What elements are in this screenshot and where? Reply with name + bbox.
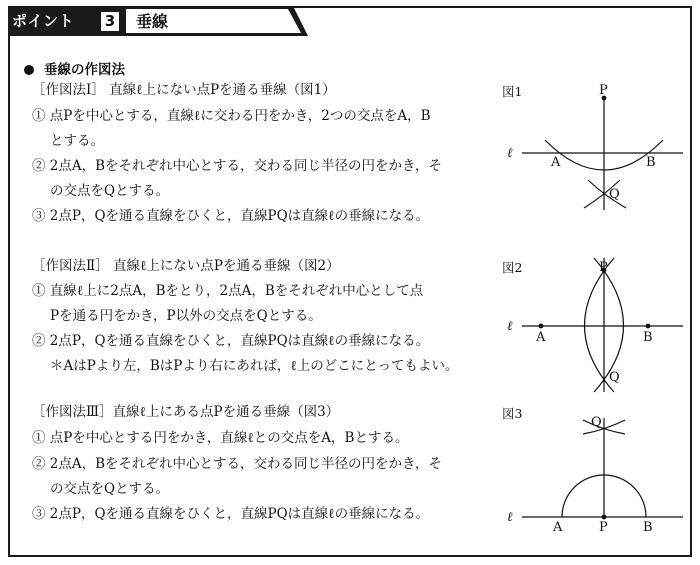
fig1-label-l: ℓ xyxy=(507,146,513,161)
method3-step: ② 2点A，Bをそれぞれ中心とする，交わる同じ半径の円をかき，そ xyxy=(32,456,443,472)
fig3-label-a: A xyxy=(553,520,563,535)
fig2-label-a: A xyxy=(536,330,546,345)
fig2-label-q: Q xyxy=(609,370,620,385)
page-title: 垂線 xyxy=(136,12,169,31)
point-badge: ポイント xyxy=(12,12,75,30)
figure1-label: 図1 xyxy=(502,84,523,99)
fig2-label-b: B xyxy=(643,330,653,345)
method1-step: ② 2点A，Bをそれぞれ中心とする，交わる同じ半径の円をかき，そ xyxy=(32,158,443,174)
method1-step: とする。 xyxy=(50,133,104,149)
method2-step: Pを通る円をかき，P以外の交点をQとする。 xyxy=(50,308,322,324)
fig2-label-p: P xyxy=(599,260,608,275)
method2-note: ＊AはPより左，BはPより右にあれば，ℓ上のどこにとってもよい。 xyxy=(50,358,459,374)
fig2-label-l: ℓ xyxy=(507,319,513,334)
fig1-label-p: P xyxy=(599,83,608,98)
method3-step: の交点をQとする。 xyxy=(50,481,170,497)
fig3-label-p: P xyxy=(599,520,608,535)
figure2 xyxy=(507,258,683,392)
fig3-point-p xyxy=(602,515,607,520)
section-title-text: 垂線の作図法 xyxy=(44,62,125,78)
method3-step: ① 点Pを中心とする円をかき，直線ℓとの交点をA，Bとする。 xyxy=(32,430,409,446)
method3-heading: ［作図法Ⅲ］直線ℓ上にある点Pを通る垂線（図3） xyxy=(32,404,340,420)
figure2-label: 図2 xyxy=(502,260,523,275)
method1-step: ③ 2点P，Qを通る直線をひくと，直線PQは直線ℓの垂線になる。 xyxy=(32,208,430,224)
method3-step: ③ 2点P，Qを通る直線をひくと，直線PQは直線ℓの垂線になる。 xyxy=(32,506,430,522)
method2-step: ① 直線ℓ上に2点A，Bをとり，2点A，Bをそれぞれ中心として点 xyxy=(32,283,424,299)
figure3 xyxy=(507,415,683,535)
fig1-arc-a xyxy=(588,180,626,208)
fig3-label-q: Q xyxy=(591,415,602,430)
method2-heading: ［作図法Ⅱ］ 直線ℓ上にない点Pを通る垂線（図2） xyxy=(32,258,340,274)
fig2-point-b xyxy=(646,324,651,329)
figure1 xyxy=(507,83,683,210)
figure3-label: 図3 xyxy=(502,406,523,421)
fig3-label-b: B xyxy=(643,520,653,535)
fig3-label-l: ℓ xyxy=(507,510,513,525)
point-number: 3 xyxy=(101,12,119,31)
method1-heading: ［作図法Ⅰ］ 直線ℓ上にない点Pを通る垂線（図1） xyxy=(32,82,336,98)
fig1-label-q: Q xyxy=(609,187,620,202)
fig1-label-b: B xyxy=(646,155,656,170)
method2-step: ② 2点P，Qを通る直線をひくと，直線PQは直線ℓの垂線になる。 xyxy=(32,333,430,349)
method1-step: の交点をQとする。 xyxy=(50,183,170,199)
fig2-point-a xyxy=(539,324,544,329)
method1-step: ① 点Pを中心とする，直線ℓに交わる円をかき，2つの交点をA，B xyxy=(32,108,431,124)
fig1-label-a: A xyxy=(551,155,561,170)
